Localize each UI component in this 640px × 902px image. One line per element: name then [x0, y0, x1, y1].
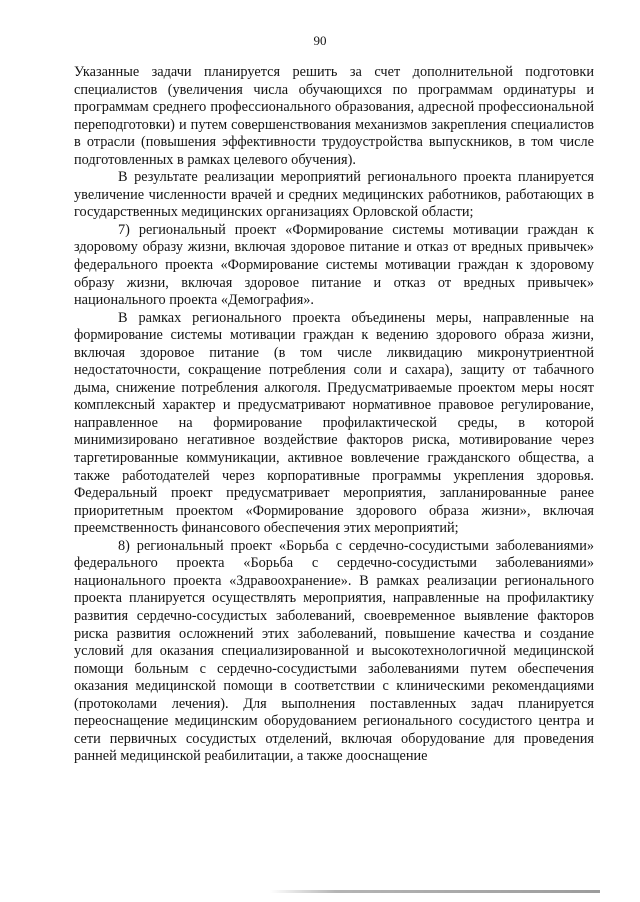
document-body: [74, 64, 594, 766]
paragraph-healthy-lifestyle-measures: В рамках регионального проекта объединены меры, направленные на формирование системы мотивации граждан к ведению здорового образа жизни, включая здоровое питание (в том числе ликвидацию микронутриентной недостаточности, сокращение потребления соли и сахара), защиту от табачного дыма, снижение потребления алкоголя. Предусматриваемые проектом меры носят комплексный характер и предусматривают нормативное правовое регулирование, направленное на формирование профилактической среды, в которой минимизировано негативное воздействие факторов риска, мотивирование через таргетированные коммуникации, активное вовлечение гражданского общества, а также работодателей через корпоративные программы укрепления здоровья. Федеральный проект предусматривает мероприятия, запланированные ранее приоритетным проектом «Формирование здорового образа жизни», включая преемственность финансового обеспечения этих мероприятий;: [74, 309, 594, 537]
paragraph-item-7-healthy-lifestyle: 7) региональный проект «Формирование системы мотивации граждан к здоровому образу жизни, включая здоровое питание и отказ от вредных привычек» федерального проекта «Формирование системы мотивации граждан к здоровому образу жизни, включая здоровое питание и отказ от вредных привычек» национального проекта «Демография».: [74, 221, 594, 309]
paragraph-item-8-cardiovascular: 8) региональный проект «Борьба с сердечно-сосудистыми заболеваниями» федерального проекта «Борьба с сердечно-сосудистыми заболеваниями» национального проекта «Здравоохранение». В рамках реализации регионального проекта планируется осуществлять мероприятия, направленные на профилактику развития сердечно-сосудистых заболеваний, своевременное выявление факторов риска развития осложнений этих заболеваний, повышение качества и создание условий для оказания специализированной и высокотехнологичной медицинской помощи больным с сердечно-сосудистыми заболеваниями путем обеспечения оказания медицинской помощи в соответствии с клиническими рекомендациями (протоколами лечения). Для выполнения поставленных задач планируется переоснащение медицинским оборудованием регионального сосудистого центра и сети первичных сосудистых отделений, включая оборудование для проведения ранней медицинской реабилитации, а также дооснащение: [74, 537, 594, 765]
page-number: 90: [313, 33, 327, 48]
paragraph-staffing-tasks: Указанные задачи планируется решить за счет дополнительной подготовки специалистов (увеличения числа обучающихся по программам ординатуры и программам среднего профессионального образования, адресной профессиональной переподготовки) и путем совершенствования механизмов закрепления специалистов в отрасли (повышения эффективности трудоустройства выпускников, в том числе подготовленных в рамках целевого обучения).: [74, 64, 594, 168]
paragraph-staffing-result: В результате реализации мероприятий регионального проекта планируется увеличение численности врачей и средних медицинских работников, работающих в государственных медицинских организациях Орловской области;: [74, 169, 594, 221]
scan-edge-shadow: [270, 890, 600, 893]
